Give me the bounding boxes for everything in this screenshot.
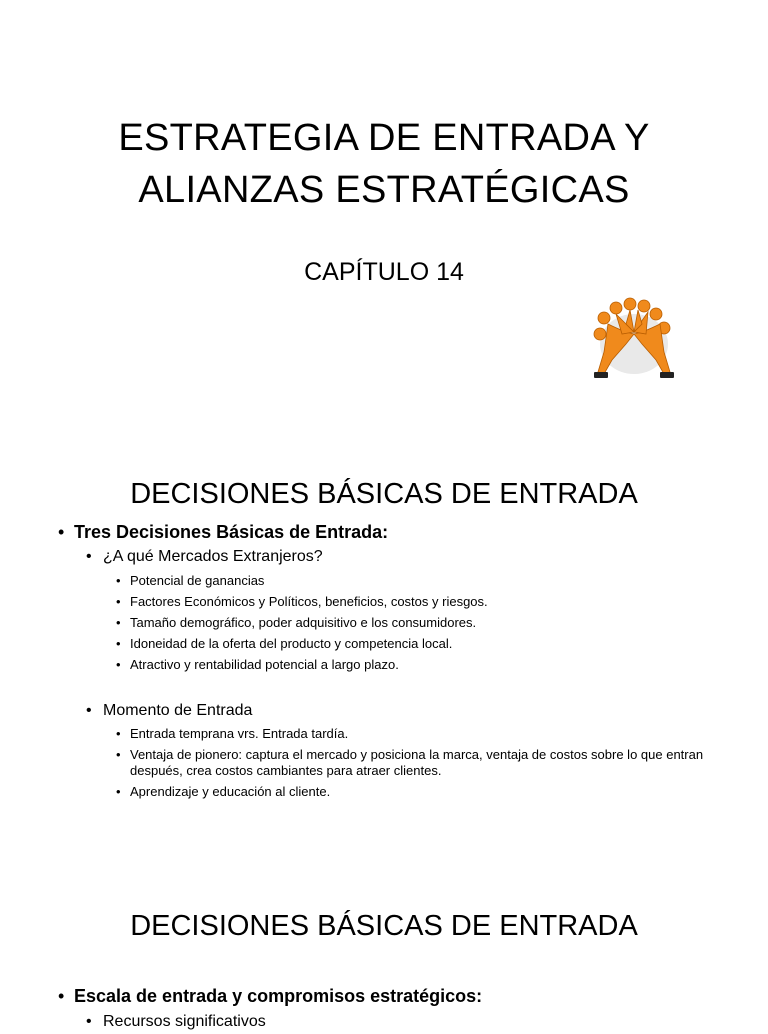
list-item: • Ventaja de pionero: captura el mercado y posiciona la marca, ventaja de costos sobre lo que entran después, crea costos cambiantes para atraer clientes. <box>116 747 706 779</box>
list-item: • Factores Económicos y Políticos, beneficios, costos y riesgos. <box>116 594 716 610</box>
bullet-list-markets <box>86 545 716 569</box>
bullet-level2: • Recursos significativos <box>86 1010 716 1034</box>
main-title-line-2: ALIANZAS ESTRATÉGICAS <box>138 169 630 211</box>
list-item: • Entrada temprana vrs. Entrada tardía. <box>116 726 706 742</box>
slide-title: DECISIONES BÁSICAS DE ENTRADA <box>130 910 638 942</box>
main-title-line-1: ESTRATEGIA DE ENTRADA Y <box>118 117 650 159</box>
list-item: • Aprendizaje y educación al cliente. <box>116 784 706 800</box>
bullet-level1: • Tres Decisiones Básicas de Entrada: <box>58 519 718 545</box>
bullet-list <box>58 519 718 545</box>
bullet-level2-markets: • ¿A qué Mercados Extranjeros? <box>86 545 716 569</box>
bullet-list <box>58 983 718 1009</box>
list-item: • Atractivo y rentabilidad potencial a largo plazo. <box>116 657 716 673</box>
content-slide-escala <box>0 860 768 1030</box>
slide-title: DECISIONES BÁSICAS DE ENTRADA <box>130 478 638 510</box>
sublist-markets <box>116 573 716 678</box>
list-item: • Tamaño demográfico, poder adquisitivo e los consumidores. <box>116 615 716 631</box>
list-item: • Potencial de ganancias <box>116 573 716 589</box>
list-item: • Idoneidad de la oferta del producto y competencia local. <box>116 636 716 652</box>
sublist-timing <box>116 726 706 805</box>
bullet-level1: • Escala de entrada y compromisos estratégicos: <box>58 983 718 1009</box>
bullet-level2-timing: • Momento de Entrada <box>86 699 716 723</box>
bullet-list-timing <box>86 699 716 723</box>
bullet-list-resources <box>86 1010 716 1034</box>
chapter-subtitle: CAPÍTULO 14 <box>304 258 464 286</box>
